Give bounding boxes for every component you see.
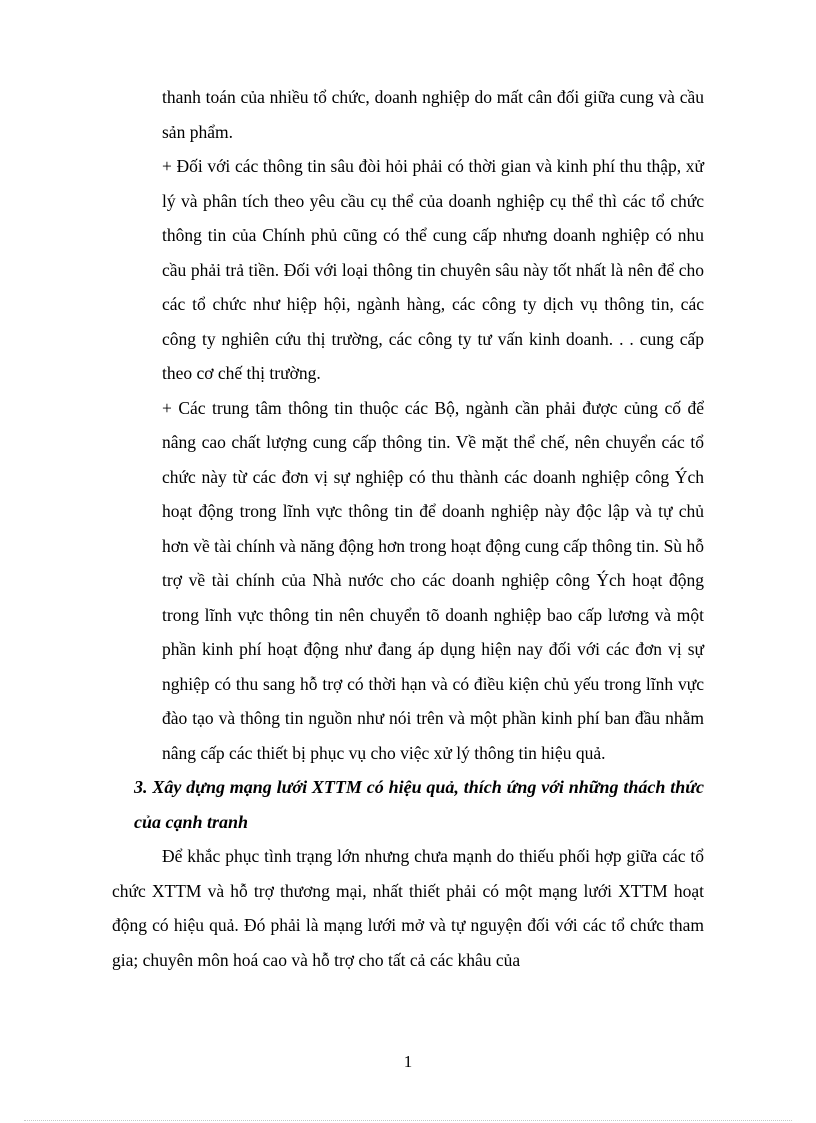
page-content bbox=[112, 80, 704, 977]
page-bottom-divider bbox=[24, 1120, 792, 1121]
section-heading: 3. Xây dựng mạng lưới XTTM có hiệu quả, thích ứng với những thách thức của cạnh tranh bbox=[134, 777, 704, 832]
paragraph-ministry-centers: + Các trung tâm thông tin thuộc các Bộ, ngành cần phải được củng cố để nâng cao chất lượng cung cấp thông tin. Về mặt thể chế, nên chuyển các tổ chức này từ các đơn vị sự nghiệp có thu thành các doanh nghiệp công Ých hoạt động trong lĩnh vực thông tin để doanh nghiệp này độc lập và tự chủ hơn về tài chính và năng động hơn trong hoạt động cung cấp thông tin. Sù hỗ trợ về tài chính của Nhà nước cho các doanh nghiệp công Ých hoạt động trong lĩnh vực thông tin nên chuyển tõ doanh nghiệp bao cấp lương và một phần kinh phí hoạt động như đang áp dụng hiện nay đối với các đơn vị sự nghiệp có thu sang hỗ trợ có thời hạn và có điều kiện chủ yếu trong lĩnh vực đào tạo và thông tin nguồn như nói trên và một phần kinh phí ban đầu nhằm nâng cấp các thiết bị phục vụ cho việc xử lý thông tin hiệu quả. bbox=[162, 397, 704, 763]
indented-block bbox=[162, 80, 704, 770]
page-number: 1 bbox=[403, 1052, 413, 1071]
paragraph-continuation: thanh toán của nhiều tổ chức, doanh nghiệp do mất cân đối giữa cung và cầu sản phẩm. bbox=[162, 87, 704, 142]
paragraph-research-info: + Đối với các thông tin sâu đòi hỏi phải có thời gian và kinh phí thu thập, xử lý và phân tích theo yêu cầu cụ thể của doanh nghiệp cụ thể thì các tổ chức thông tin của Chính phủ cũng có thể cung cấp nhưng doanh nghiệp có nhu cầu phải trả tiền. Đối với loại thông tin chuyên sâu này tốt nhất là nên để cho các tổ chức như hiệp hội, ngành hàng, các công ty dịch vụ thông tin, các công ty nghiên cứu thị trường, các công ty tư vấn kinh doanh. . . cung cấp theo cơ chế thị trường. bbox=[162, 156, 704, 383]
section-body-paragraph: Để khắc phục tình trạng lớn nhưng chưa mạnh do thiếu phối hợp giữa các tổ chức XTTM và hỗ trợ thương mại, nhất thiết phải có một mạng lưới XTTM hoạt động có hiệu quả. Đó phải là mạng lưới mở và tự nguyện đối với các tổ chức tham gia; chuyên môn hoá cao và hỗ trợ cho tất cả các khâu của bbox=[112, 846, 704, 970]
